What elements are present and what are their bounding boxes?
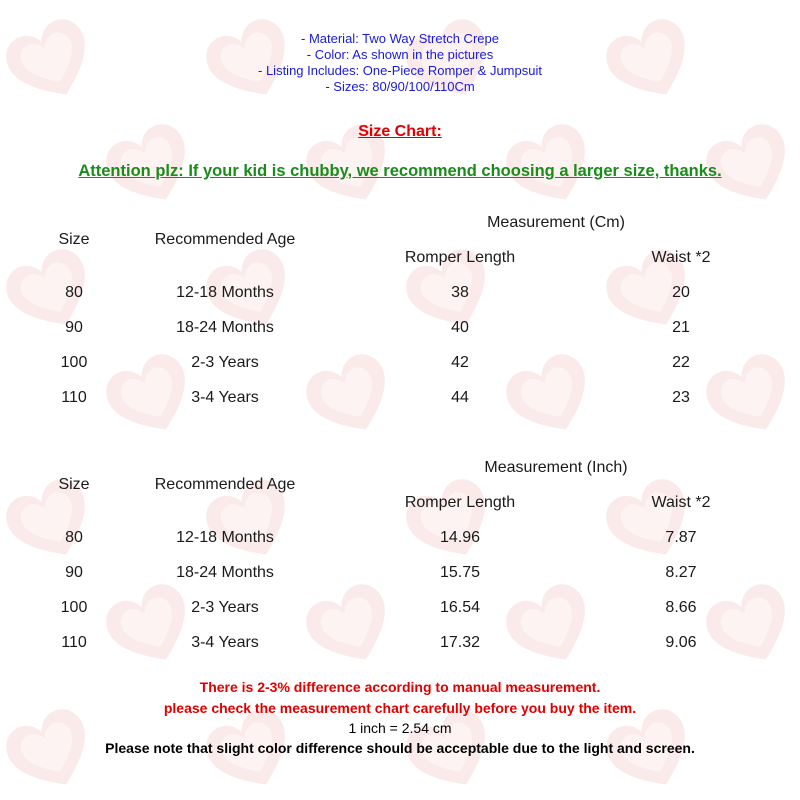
cell-waist: 21: [672, 319, 690, 336]
cell-romper-length: 42: [451, 354, 469, 371]
attention-note: Attention plz: If your kid is chubby, we recommend choosing a larger size, thanks.: [78, 162, 722, 180]
cell-romper-length: 40: [451, 319, 469, 336]
cell-age: 18-24 Months: [176, 564, 274, 581]
cell-size: 100: [60, 599, 88, 616]
spec-color: - Color: As shown in the pictures: [306, 47, 494, 62]
measurement-header-inch: Measurement (Inch): [484, 459, 628, 476]
cell-age: 3-4 Years: [191, 389, 259, 406]
column-header-romper-length: Romper Length: [404, 249, 516, 266]
cell-size: 90: [65, 564, 83, 581]
column-header-size: Size: [58, 476, 90, 493]
cell-age: 18-24 Months: [176, 319, 274, 336]
disclaimer-measurement-difference: There is 2-3% difference according to manual measurement.: [199, 679, 601, 695]
size-chart-title: Size Chart:: [358, 123, 442, 140]
cell-waist: 8.27: [665, 564, 697, 581]
cell-romper-length: 16.54: [439, 599, 481, 616]
cell-romper-length: 17.32: [439, 634, 481, 651]
cell-waist: 20: [672, 284, 690, 301]
cell-age: 2-3 Years: [191, 599, 259, 616]
cell-waist: 8.66: [665, 599, 697, 616]
product-specs: [0, 31, 800, 95]
column-header-age: Recommended Age: [154, 231, 296, 248]
cell-size: 90: [65, 319, 83, 336]
cell-size: 80: [65, 529, 83, 546]
cell-romper-length: 15.75: [439, 564, 481, 581]
cell-waist: 22: [672, 354, 690, 371]
spec-listing-includes: - Listing Includes: One-Piece Romper & Jumpsuit: [258, 63, 542, 78]
cell-age: 12-18 Months: [176, 284, 274, 301]
column-header-waist: Waist *2: [651, 494, 711, 511]
spec-material: - Material: Two Way Stretch Crepe: [301, 31, 499, 46]
cell-size: 110: [61, 634, 87, 651]
column-header-age: Recommended Age: [154, 476, 296, 493]
cell-romper-length: 44: [451, 389, 469, 406]
cell-size: 100: [60, 354, 88, 371]
column-header-size: Size: [58, 231, 90, 248]
cell-age: 12-18 Months: [176, 529, 274, 546]
inch-conversion-note: 1 inch = 2.54 cm: [348, 720, 452, 736]
column-header-romper-length: Romper Length: [404, 494, 516, 511]
cell-size: 80: [65, 284, 83, 301]
disclaimer-check-chart: please check the measurement chart carefully before you buy the item.: [163, 700, 637, 716]
spec-sizes: - Sizes: 80/90/100/110Cm: [325, 79, 475, 94]
cell-waist: 23: [672, 389, 690, 406]
cell-age: 2-3 Years: [191, 354, 259, 371]
measurement-header-cm: Measurement (Cm): [487, 214, 625, 231]
color-difference-note: Please note that slight color difference should be acceptable due to the light and screen.: [105, 740, 695, 756]
cell-waist: 9.06: [665, 634, 697, 651]
column-header-waist: Waist *2: [651, 249, 711, 266]
cell-waist: 7.87: [665, 529, 697, 546]
cell-age: 3-4 Years: [191, 634, 259, 651]
cell-size: 110: [61, 389, 87, 406]
cell-romper-length: 38: [451, 284, 469, 301]
cell-romper-length: 14.96: [439, 529, 481, 546]
